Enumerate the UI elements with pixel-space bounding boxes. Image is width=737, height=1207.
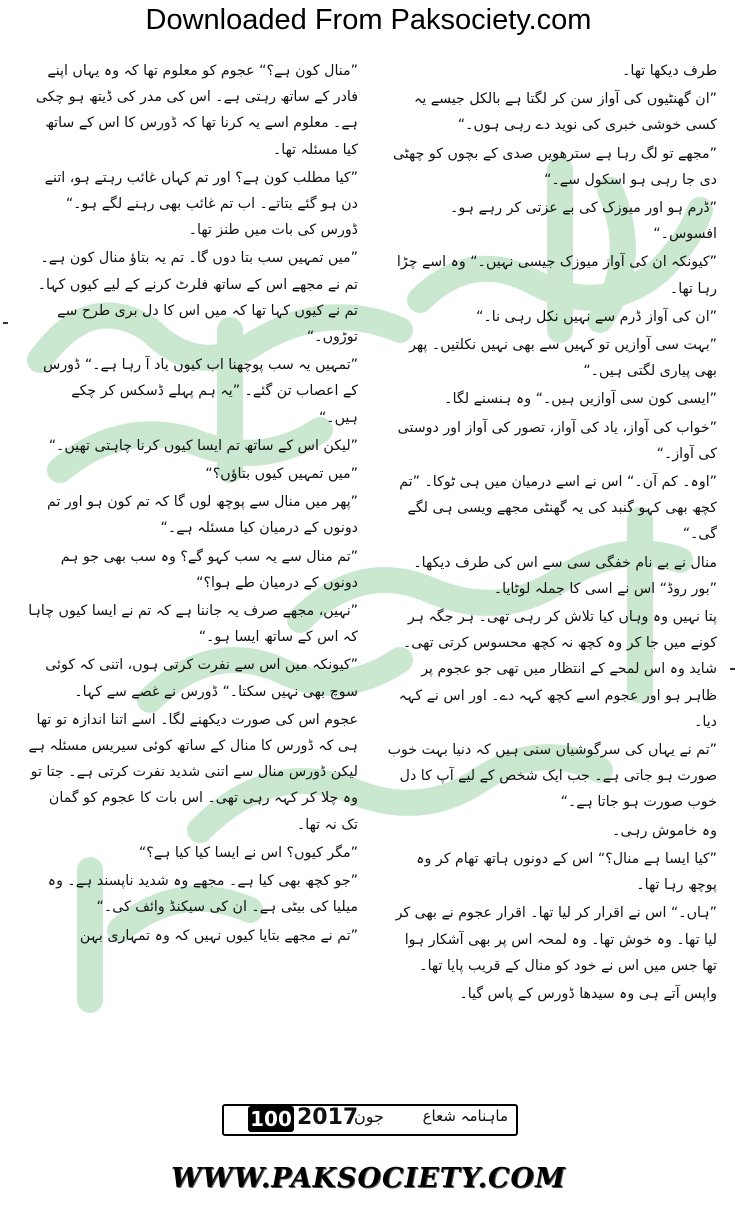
- paragraph: منال نے بے نام خفگی سی سے اس کی طرف دیکھا۔ ”بور روڈ“ اس نے اسی کا جملہ لوٹایا۔: [413, 554, 717, 597]
- paragraph: ”ایسی کون سی آوازیں ہیں۔“ وہ ہنسنے لگا۔: [444, 391, 717, 408]
- paragraph: ”ڈرم ہو اور میوزک کی بے عزتی کر رہے ہو۔ افسوس۔“: [450, 200, 717, 243]
- paragraph: ”مگر کیوں؟ اس نے ایسا کیا کیا ہے؟“: [138, 844, 358, 861]
- paragraph: ”کیونکہ میں اس سے نفرت کرتی ہوں، اتنی کہ کوئی سوچ بھی نہیں سکتا۔“ ڈورس نے غصے سے کہا۔: [45, 657, 358, 700]
- issue-month: جون: [354, 1107, 384, 1126]
- paragraph: ”میں تمہیں کیوں بتاؤں؟“: [205, 466, 358, 483]
- paragraph: ”تم نے مجھے بتایا کیوں نہیں کہ وہ تمہاری بہن: [79, 927, 358, 944]
- magazine-footer-band: [222, 1104, 518, 1136]
- paragraph: ”ہاں۔“ اس نے اقرار کر لیا تھا۔ اقرار عجوم نے بھی کر لیا تھا۔ وہ خوش تھا۔ وہ لمحہ اس پر بھی آشکار ہوا تھا جس میں اس نے خود کو منال کے قریب پایا تھا۔: [395, 905, 717, 974]
- paragraph: ”تم نے یہاں کی سرگوشیاں سنی ہیں کہ دنیا بہت خوب صورت ہو جاتی ہے۔ جب ایک شخص کے لیے آپ کا دل خوب صورت ہو جاتا ہے۔“: [387, 742, 717, 811]
- paragraph: طرف دیکھا تھا۔: [622, 63, 717, 79]
- right-text-column: [387, 58, 717, 1009]
- paragraph: ”ان گھنٹیوں کی آواز سن کر لگتا ہے بالکل جیسے یہ کسی خوشی خبری کی نوید دے رہی ہوں۔“: [414, 91, 717, 134]
- margin-mark: [3, 322, 8, 324]
- paragraph: ”تمہیں یہ سب پوچھنا اب کیوں یاد آ رہا ہے۔“ ڈورس کے اعصاب تن گئے۔ ”یہ ہم پہلے ڈسکس کر چکے ہیں۔“: [43, 357, 358, 426]
- issue-year: 2017: [297, 1105, 359, 1130]
- left-text-column: [28, 58, 358, 951]
- paragraph: ”میں تمہیں سب بتا دوں گا۔ تم یہ بتاؤ منال کون ہے۔ تم نے مجھے اس کے ساتھ فلرٹ کرنے کے لیے کیوں کہا۔ تم نے کیوں کہا تھا کہ میں اس کا دل بری طرح سے توڑوں۔“: [37, 250, 358, 346]
- paragraph: ”مجھے تو لگ رہا ہے سترھویں صدی کے بچوں کو چھٹی دی جا رہی ہو اسکول سے۔“: [392, 145, 717, 188]
- paragraph: ”لیکن اس کے ساتھ تم ایسا کیوں کرنا چاہتی تھیں۔“: [48, 437, 358, 454]
- paragraph: وہ خاموش رہی۔: [612, 822, 717, 839]
- paragraph: ”کیا مطلب کون ہے؟ اور تم کہاں غائب رہتے ہو، اتنے دن ہو گئے بتاتے۔ اب تم غائب بھی رہنے لگے ہو۔“ ڈورس کی بات میں طنز تھا۔: [44, 169, 358, 239]
- paragraph: ”خواب کی آواز، یاد کی آواز، تصور کی آواز اور دوستی کی آواز۔“: [397, 419, 717, 462]
- paragraph: عجوم اس کی صورت دیکھنے لگا۔ اسے اتنا اندازہ تو تھا ہی کہ ڈورس کا منال کے ساتھ کوئی سیریس مسئلہ ہے لیکن ڈورس منال سے اتنی شدید نفرت کرتی ہے۔ جتا تو وہ چلا کر کہہ رہی تھی۔ اس بات کا عجوم کو گمان تک نہ تھا۔: [28, 711, 358, 833]
- paragraph: ”نہیں، مجھے صرف یہ جاننا ہے کہ تم نے ایسا کیوں چاہا کہ اس کے ساتھ ایسا ہو۔“: [28, 603, 358, 646]
- download-source-header: Downloaded From Paksociety.com: [145, 4, 592, 36]
- footer-website-url: WWW.PAKSOCIETY.COM: [171, 1163, 566, 1194]
- paragraph: ”بہت سی آوازیں تو کہیں سے بھی نہیں نکلتیں۔ پھر بھی پیاری لگتی ہیں۔“: [409, 337, 717, 380]
- magazine-name: ماہنامہ شعاع: [422, 1107, 508, 1125]
- paragraph: ”منال کون ہے؟“ عجوم کو معلوم تھا کہ وہ یہاں اپنے فادر کے ساتھ رہتی ہے۔ اس کی مدر کی ڈیتھ ہو چکی ہے۔ معلوم اسے یہ کرنا تھا کہ ڈورس کا اس کے ساتھ کیا مسئلہ تھا۔: [35, 63, 358, 158]
- paragraph: ”اوہ۔ کم آن۔“ اس نے اسے درمیان میں ہی ٹوکا۔ ”تم کچھ بھی کہو گنبد کی یہ گھنٹی مجھے ویسی ہی لگے گی۔“: [399, 474, 717, 543]
- page-number: 100: [248, 1106, 294, 1132]
- paragraph: ”جو کچھ بھی کیا ہے۔ مجھے وہ شدید ناپسند ہے۔ وہ میلیا کی بیٹی ہے۔ ان کی سیکنڈ وائف کی۔“: [47, 873, 358, 916]
- paragraph: ”کیونکہ ان کی آواز میوزک جیسی نہیں۔“ وہ اسے چڑا رہا تھا۔: [396, 254, 717, 297]
- paragraph: ”کیا ایسا ہے منال؟“ اس کے دونوں ہاتھ تھام کر وہ پوچھ رہا تھا۔: [416, 850, 717, 894]
- paragraph: ”ان کی آواز ڈرم سے نہیں نکل رہی نا۔“: [476, 308, 717, 325]
- paragraph: واپس آتے ہی وہ سیدھا ڈورس کے پاس گیا۔: [459, 985, 717, 1002]
- paragraph: ”پھر میں منال سے پوچھ لوں گا کہ تم کون ہو اور تم دونوں کے درمیان کیا مسئلہ ہے۔“: [47, 494, 358, 537]
- paragraph: پتا نہیں وہ وہاں کیا تلاش کر رہی تھی۔ ہر جگہ ہر کونے میں جا کر وہ کچھ نہ کچھ محسوس کرتی تھی۔ شاید وہ اس لمحے کے انتظار میں تھی جو عجوم پر ظاہر ہو اور عجوم اسے کچھ کہہ دے۔ اور اس نے کہہ دیا۔: [398, 609, 717, 730]
- paragraph: ”تم منال سے یہ سب کہو گے؟ وہ سب بھی جو ہم دونوں کے درمیان طے ہوا؟“: [60, 548, 358, 591]
- margin-mark: [730, 668, 735, 670]
